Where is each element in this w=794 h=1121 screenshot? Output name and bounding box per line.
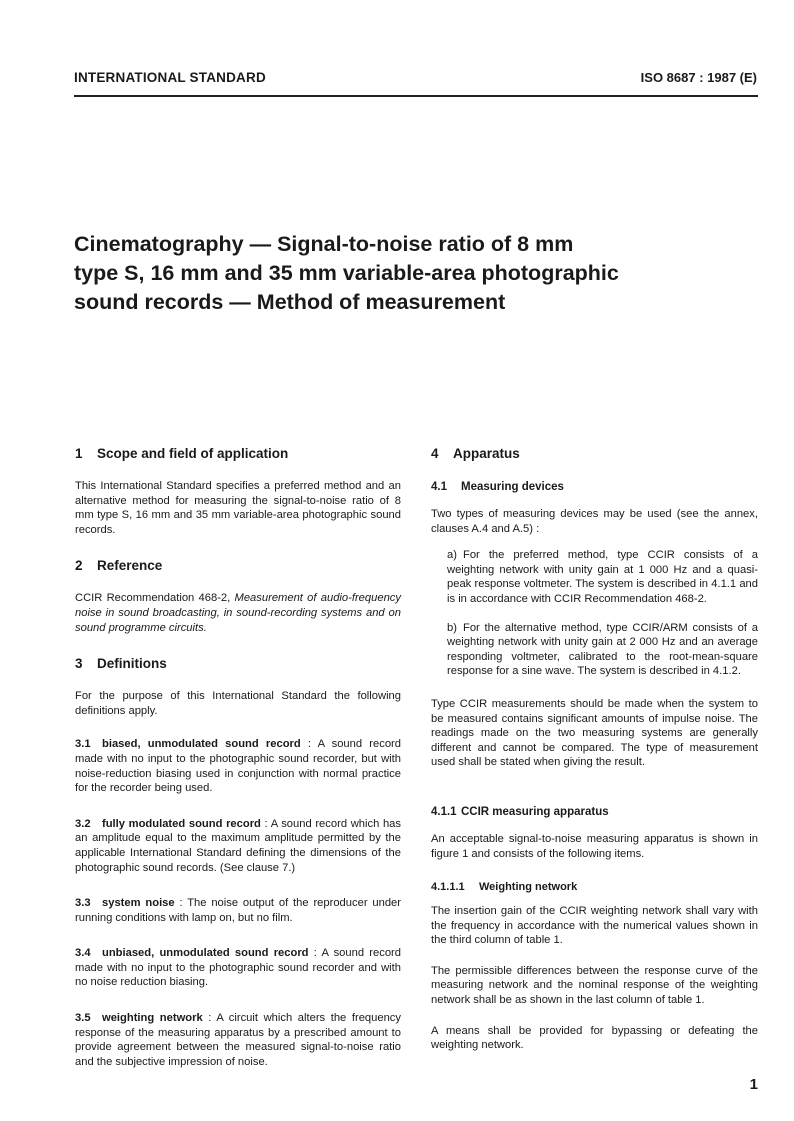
definition-3-1: 3.1 biased, unmodulated sound record : A sound record made with no input to the photographic sound recorder, but with noise-reduction biasing used in conjunction with normal practice for the recorder being used.	[75, 738, 401, 795]
page-header	[74, 70, 757, 90]
header-document-number: ISO 8687 : 1987 (E)	[640, 70, 757, 85]
definition-3-5: 3.5 weighting network : A circuit which alters the frequency response of the measuring apparatus by a prescribed amount to provide agreement between the measured signal-to-noise ratio and the subjective impression of noise.	[75, 1012, 401, 1068]
list-item-a: a) For the preferred method, type CCIR consists of a weighting network with unity gain at 1 000 Hz and a quasi-peak response voltmeter. The system is described in 4.1.1 and is in accordance with CCIR Recommendation 468-2.	[447, 549, 758, 605]
title-line-3: sound records — Method of measurement	[74, 290, 506, 314]
section-2-text: CCIR Recommendation 468-2, Measurement of audio-frequency noise in sound broadcasting, in sound-recording systems and on sound programme circuits.	[75, 592, 401, 634]
section-4-heading: 4 Apparatus	[431, 446, 520, 461]
title-line-1: Cinematography — Signal-to-noise ratio of 8 mm	[74, 232, 574, 256]
weighting-network-p1: The insertion gain of the CCIR weighting network shall vary with the frequency in accordance with the numerical values shown in the third column of table 1.	[431, 905, 758, 947]
definition-3-3: 3.3 system noise : The noise output of the reproducer under running conditions with lamp on, but no film.	[75, 897, 401, 924]
header-rule	[74, 95, 758, 97]
right-column	[431, 444, 758, 1072]
section-3-intro: For the purpose of this International Standard the following definitions apply.	[75, 690, 401, 717]
section-1-text: This International Standard specifies a preferred method and an alternative method for measuring the signal-to-noise ratio of 8 mm type S, 16 mm and 35 mm variable-area photographic sound records.	[75, 480, 401, 536]
section-4-1-intro: Two types of measuring devices may be used (see the annex, clauses A.4 and A.5) :	[431, 508, 758, 535]
list-item-b: b) For the alternative method, type CCIR/ARM consists of a weighting network with unity gain at 2 000 Hz and an average responding voltmeter, calibrated to the root-mean-square response for a sine wave. The system is described in 4.1.2.	[447, 621, 758, 678]
section-4-1-1-heading: 4.1.1 CCIR measuring apparatus	[431, 805, 609, 818]
title-line-2: type S, 16 mm and 35 mm variable-area photographic	[74, 261, 619, 285]
section-4-1-heading: 4.1 Measuring devices	[431, 481, 564, 493]
section-4-1-1-text: An acceptable signal-to-noise measuring apparatus is shown in figure 1 and consists of the following items.	[431, 832, 758, 860]
weighting-network-p2: The permissible differences between the response curve of the measuring network and the nominal response of the weighting network shall be as shown in the last column of table 1.	[431, 964, 758, 1007]
reference-title: Measurement of audio-frequency noise in sound broadcasting, in sound-recording systems and on sound programme circuits.	[75, 592, 401, 634]
weighting-network-p3: A means shall be provided for bypassing or defeating the weighting network.	[431, 1024, 758, 1052]
definition-3-2: 3.2 fully modulated sound record : A sound record which has an amplitude equal to the maximum amplitude permitted by the applicable International Standard defining the dimensions of the photographic sound records. (See clause 7.)	[75, 817, 401, 874]
section-1-heading: 1 Scope and field of application	[75, 446, 289, 461]
page-number: 1	[749, 1076, 758, 1093]
section-3-heading: 3 Definitions	[75, 656, 167, 672]
definition-3-4: 3.4 unbiased, unmodulated sound record : A sound record made with no input to the photographic sound recorder and with no noise reduction biasing.	[75, 947, 401, 989]
left-column	[75, 444, 401, 1090]
section-4-1-1-1-heading: 4.1.1.1 Weighting network	[431, 881, 578, 894]
document-title	[74, 230, 764, 317]
header-standard-label: INTERNATIONAL STANDARD	[74, 70, 266, 85]
section-2-heading: 2 Reference	[75, 558, 163, 574]
section-4-1-note: Type CCIR measurements should be made when the system to be measured contains significant amounts of impulse noise. The readings made on the two measuring systems are generally different and cannot be compared. The type of measurement used shall be stated when giving the result.	[431, 697, 758, 769]
